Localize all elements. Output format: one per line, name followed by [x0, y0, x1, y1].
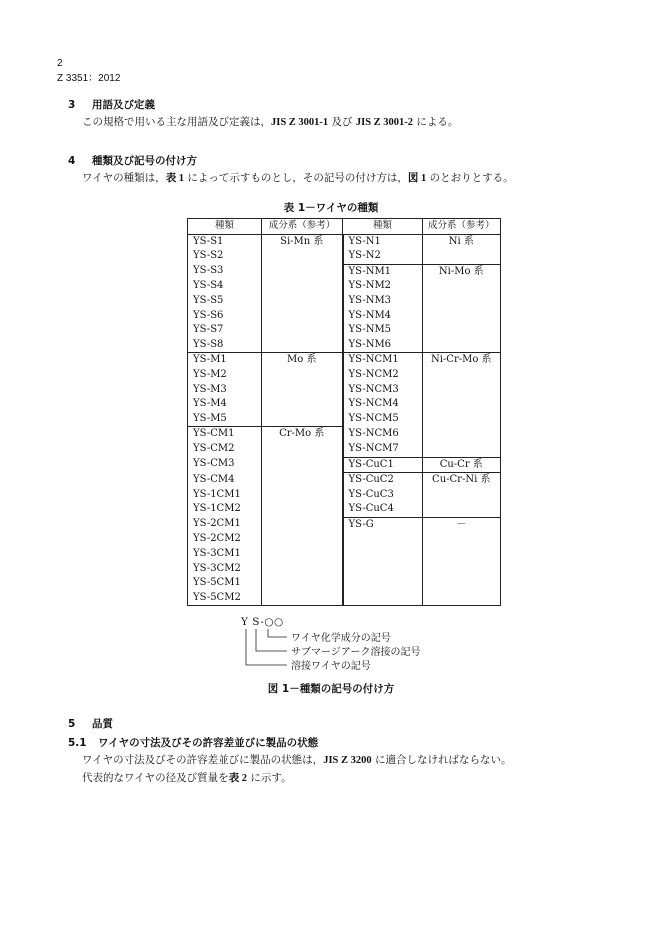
- table-row: [188, 368, 501, 383]
- table-row: [188, 488, 501, 503]
- table-row: [188, 457, 501, 473]
- composition-cell: [423, 397, 501, 412]
- type-cell: YS-NM4: [343, 309, 423, 324]
- table-row: [188, 591, 501, 606]
- composition-cell: [423, 309, 501, 324]
- composition-cell: [262, 517, 343, 532]
- composition-cell: [423, 368, 501, 383]
- figure-label: サブマージアーク溶接の記号: [291, 647, 421, 658]
- table-header-row: [188, 219, 501, 235]
- symbol-code: Y S-○○: [241, 616, 284, 628]
- type-cell: YS-2CM2: [188, 532, 262, 547]
- type-cell: YS-NM6: [343, 338, 423, 353]
- type-cell: YS-5CM1: [188, 576, 262, 591]
- table-reference: 表 2: [228, 773, 248, 784]
- type-cell: YS-3CM1: [188, 547, 262, 562]
- type-cell: YS-2CM1: [188, 517, 262, 532]
- type-cell: YS-CM2: [188, 442, 262, 457]
- type-cell: YS-CuC3: [343, 488, 423, 503]
- type-cell: YS-M5: [188, 412, 262, 427]
- composition-cell: [262, 547, 343, 562]
- table-row: [188, 383, 501, 398]
- composition-cell: [262, 264, 343, 279]
- composition-cell: [423, 532, 501, 547]
- standard-number: Z 3351：2012: [57, 73, 121, 84]
- type-cell: YS-NCM4: [343, 397, 423, 412]
- composition-cell: [423, 412, 501, 427]
- type-cell: YS-1CM2: [188, 502, 262, 517]
- table-row: [188, 338, 501, 353]
- type-cell: YS-NM2: [343, 279, 423, 294]
- column-header: 成分系（参考）: [423, 219, 501, 235]
- table-row: [188, 412, 501, 427]
- section-5-1-paragraph-1: [82, 752, 511, 769]
- column-header: 成分系（参考）: [262, 219, 343, 235]
- composition-cell: [262, 457, 343, 473]
- text: この規格で用いる主な用語及び定義は，: [82, 116, 271, 128]
- table-row: [188, 353, 501, 368]
- table-row: [188, 279, 501, 294]
- type-cell: [343, 532, 423, 547]
- composition-cell: [262, 502, 343, 517]
- section-number: 5.1: [68, 737, 87, 749]
- type-cell: YS-CM4: [188, 473, 262, 488]
- type-cell: YS-CuC1: [343, 457, 423, 473]
- composition-cell: [423, 442, 501, 457]
- composition-cell: [423, 576, 501, 591]
- type-cell: YS-CuC4: [343, 502, 423, 517]
- composition-cell: Ni-Cr-Mo 系: [423, 353, 501, 368]
- section-number: 5: [68, 718, 76, 730]
- text: 代表的なワイヤの径及び質量を: [82, 772, 229, 784]
- table-row: [188, 309, 501, 324]
- composition-cell: [423, 383, 501, 398]
- table-row: [188, 532, 501, 547]
- composition-cell: [423, 547, 501, 562]
- section-title: 品質: [92, 718, 113, 730]
- type-cell: YS-1CM1: [188, 488, 262, 503]
- composition-cell: Cu-Cr-Ni 系: [423, 473, 501, 488]
- composition-cell: [423, 249, 501, 264]
- table-row: [188, 547, 501, 562]
- text: 及び: [328, 116, 356, 128]
- composition-cell: Cu-Cr 系: [423, 457, 501, 473]
- figure-reference: 図 1: [407, 173, 427, 184]
- type-cell: YS-S7: [188, 323, 262, 338]
- composition-cell: [423, 323, 501, 338]
- section-5-1-paragraph-2: [82, 770, 292, 787]
- leader-line: [268, 629, 287, 637]
- composition-cell: Cr-Mo 系: [262, 427, 343, 442]
- type-cell: YS-CM3: [188, 457, 262, 473]
- composition-cell: [262, 532, 343, 547]
- type-cell: YS-NCM6: [343, 427, 423, 442]
- text: による。: [413, 116, 459, 128]
- type-cell: YS-N1: [343, 234, 423, 249]
- composition-cell: [262, 591, 343, 606]
- figure-1: [241, 616, 461, 676]
- composition-cell: －: [423, 517, 501, 532]
- page-header: [57, 56, 120, 86]
- table-row: [188, 442, 501, 457]
- type-cell: YS-NM5: [343, 323, 423, 338]
- composition-cell: [423, 338, 501, 353]
- type-cell: YS-NCM1: [343, 353, 423, 368]
- jis-reference: JIS Z 3001-2: [355, 117, 414, 128]
- composition-cell: [262, 412, 343, 427]
- type-cell: YS-NM3: [343, 294, 423, 309]
- table-1: [187, 218, 501, 606]
- table-row: [188, 294, 501, 309]
- figure-label: ワイヤ化学成分の記号: [291, 633, 391, 644]
- type-cell: YS-NCM7: [343, 442, 423, 457]
- type-cell: YS-3CM2: [188, 562, 262, 577]
- type-cell: YS-S4: [188, 279, 262, 294]
- text: によって示すものとし，その記号の付け方は，: [184, 172, 408, 184]
- composition-cell: [262, 442, 343, 457]
- type-cell: [343, 547, 423, 562]
- section-5-1-heading: [68, 735, 318, 750]
- section-number: 3: [68, 99, 76, 111]
- composition-cell: [423, 294, 501, 309]
- type-cell: YS-CM1: [188, 427, 262, 442]
- composition-cell: [262, 279, 343, 294]
- type-cell: YS-NCM5: [343, 412, 423, 427]
- figure-1-caption: 図 1－種類の記号の付け方: [267, 683, 395, 695]
- table-row: [188, 249, 501, 264]
- table-row: [188, 397, 501, 412]
- composition-cell: [262, 323, 343, 338]
- composition-cell: [262, 397, 343, 412]
- table-row: [188, 323, 501, 338]
- section-title: ワイヤの寸法及びその許容差並びに製品の状態: [98, 737, 319, 749]
- type-cell: [343, 576, 423, 591]
- text: のとおりとする。: [426, 172, 514, 184]
- type-cell: YS-G: [343, 517, 423, 532]
- type-cell: YS-NCM3: [343, 383, 423, 398]
- composition-cell: [423, 562, 501, 577]
- type-cell: YS-S5: [188, 294, 262, 309]
- composition-cell: [423, 591, 501, 606]
- type-cell: YS-M2: [188, 368, 262, 383]
- table-row: [188, 234, 501, 249]
- type-cell: YS-S6: [188, 309, 262, 324]
- composition-cell: [423, 488, 501, 503]
- table-1-caption: 表 1－ワイヤの種類: [283, 202, 379, 214]
- section-3-heading: [68, 97, 155, 112]
- wire-types-table: [187, 218, 501, 606]
- composition-cell: [262, 338, 343, 353]
- type-cell: YS-M4: [188, 397, 262, 412]
- table-row: [188, 502, 501, 517]
- text: に適合しなければならない。: [371, 754, 512, 766]
- type-cell: [343, 562, 423, 577]
- section-4-heading: [68, 153, 197, 168]
- column-header: 種類: [343, 219, 423, 235]
- page-number: 2: [57, 58, 63, 69]
- section-number: 4: [68, 155, 76, 167]
- type-cell: YS-CuC2: [343, 473, 423, 488]
- jis-reference: JIS Z 3001-1: [271, 117, 329, 128]
- table-row: [188, 264, 501, 279]
- figure-label: 溶接ワイヤの記号: [291, 661, 371, 672]
- type-cell: YS-S8: [188, 338, 262, 353]
- table-row: [188, 576, 501, 591]
- type-cell: [343, 591, 423, 606]
- leader-line: [256, 629, 287, 651]
- composition-cell: [423, 279, 501, 294]
- composition-cell: [262, 294, 343, 309]
- leader-line: [246, 629, 287, 665]
- type-cell: YS-S3: [188, 264, 262, 279]
- section-4-paragraph: [82, 170, 514, 187]
- type-cell: YS-5CM2: [188, 591, 262, 606]
- composition-cell: [262, 368, 343, 383]
- text: ワイヤの種類は，: [82, 172, 166, 184]
- composition-cell: Ni 系: [423, 234, 501, 249]
- table-row: [188, 473, 501, 488]
- composition-cell: [262, 576, 343, 591]
- composition-cell: [262, 488, 343, 503]
- type-cell: YS-NCM2: [343, 368, 423, 383]
- table-row: [188, 562, 501, 577]
- composition-cell: [262, 562, 343, 577]
- type-cell: YS-S2: [188, 249, 262, 264]
- section-3-paragraph: [82, 114, 458, 131]
- type-cell: YS-M3: [188, 383, 262, 398]
- text: に示す。: [247, 772, 292, 784]
- composition-cell: [423, 427, 501, 442]
- composition-cell: Si-Mn 系: [262, 234, 343, 249]
- text: ワイヤの寸法及びその許容差並びに製品の状態は，: [82, 754, 324, 766]
- section-5-heading: [68, 716, 113, 731]
- column-header: 種類: [188, 219, 262, 235]
- composition-cell: [423, 502, 501, 517]
- composition-cell: [262, 473, 343, 488]
- composition-cell: [262, 309, 343, 324]
- table-row: [188, 517, 501, 532]
- jis-reference: JIS Z 3200: [323, 755, 372, 766]
- composition-cell: Ni-Mo 系: [423, 264, 501, 279]
- composition-cell: [262, 383, 343, 398]
- composition-cell: Mo 系: [262, 353, 343, 368]
- type-cell: YS-S1: [188, 234, 262, 249]
- table-row: [188, 427, 501, 442]
- type-cell: YS-NM1: [343, 264, 423, 279]
- section-title: 種類及び記号の付け方: [92, 155, 197, 167]
- section-title: 用語及び定義: [92, 99, 155, 111]
- type-cell: YS-M1: [188, 353, 262, 368]
- composition-cell: [262, 249, 343, 264]
- type-cell: YS-N2: [343, 249, 423, 264]
- table-reference: 表 1: [165, 173, 185, 184]
